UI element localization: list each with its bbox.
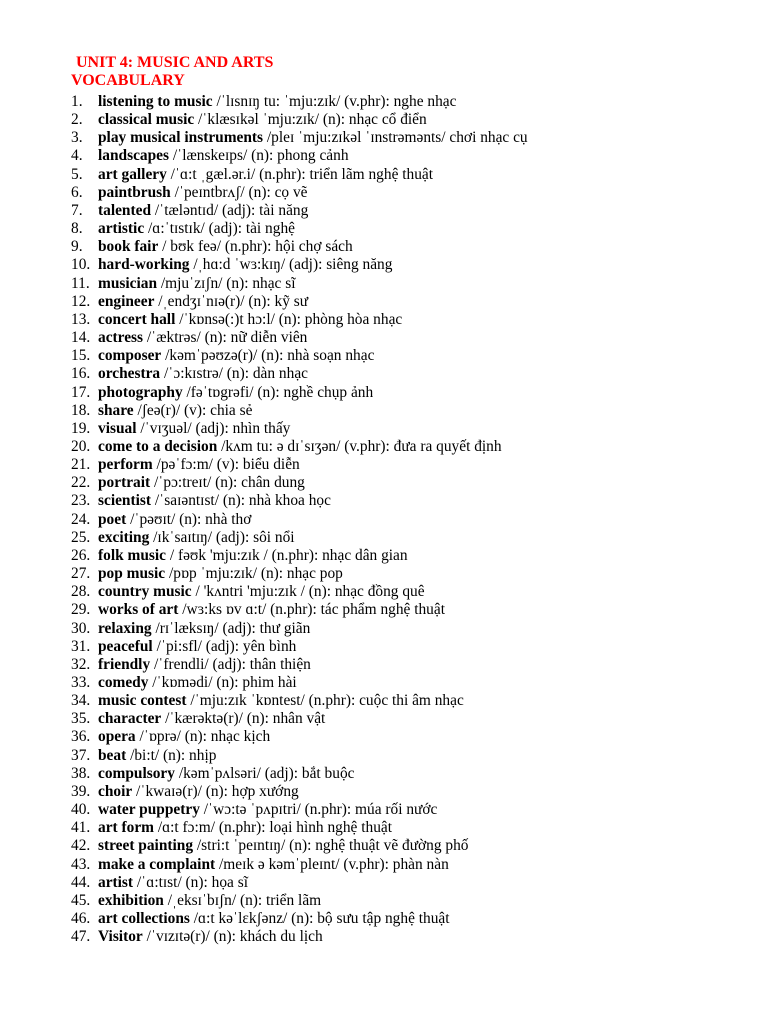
- item-number: 4.: [71, 147, 83, 165]
- item-entry: [98, 184, 307, 202]
- item-entry: [98, 311, 402, 329]
- vocab-item: [0, 928, 768, 946]
- item-entry: [98, 529, 295, 547]
- item-entry: [98, 93, 456, 111]
- vocab-item: [0, 747, 768, 765]
- vocab-definition: /ˈkærəktə(r)/ (n): nhân vật: [161, 710, 326, 728]
- vocab-definition: /ˌendʒɪˈnɪə(r)/ (n): kỹ sư: [154, 292, 309, 310]
- vocab-term: music contest: [98, 692, 187, 710]
- vocabulary-heading: VOCABULARY: [71, 72, 185, 89]
- item-number: 26.: [71, 546, 91, 564]
- vocab-definition: /ˈkɒmədi/ (n): phim hài: [148, 674, 297, 691]
- vocab-item: [0, 783, 768, 801]
- vocab-definition: /pleɪ ˈmju:zɪkəl ˈɪnstrəmənts/ chơi nhạc cụ: [263, 129, 528, 147]
- vocab-item: [0, 93, 768, 111]
- item-number: 46.: [71, 910, 91, 928]
- vocab-definition: / 'kʌntri 'mju:zɪk / (n): nhạc đồng quê: [191, 583, 425, 601]
- item-entry: [98, 438, 502, 456]
- vocab-term: engineer: [98, 292, 155, 310]
- item-entry: [98, 674, 297, 692]
- vocab-definition: /ˈæktrəs/ (n): nữ diễn viên: [143, 329, 308, 347]
- vocab-definition: /rɪˈlæksɪŋ/ (adj): thư giãn: [151, 619, 311, 637]
- item-entry: [98, 474, 305, 492]
- vocab-term: character: [98, 710, 162, 728]
- vocab-term: street painting: [98, 837, 194, 855]
- vocab-term: choir: [98, 782, 133, 800]
- vocab-term: works of art: [98, 601, 179, 619]
- item-number: 14.: [71, 329, 91, 347]
- vocab-term: Visitor: [98, 928, 143, 946]
- vocab-term: water puppetry: [98, 801, 200, 819]
- vocab-definition: /ˈlɪsnɪŋ tu: ˈmju:zɪk/ (v.phr): nghe nhạc: [212, 93, 457, 110]
- vocab-item: [0, 565, 768, 583]
- vocab-item: [0, 184, 768, 202]
- item-number: 23.: [71, 492, 91, 510]
- vocab-term: make a complaint: [98, 855, 216, 873]
- vocab-item: [0, 220, 768, 238]
- vocab-term: art form: [98, 819, 154, 837]
- item-entry: [98, 692, 464, 710]
- item-entry: [98, 837, 469, 855]
- vocab-definition: /fəˈtɒgrəfi/ (n): nghề chụp ảnh: [182, 383, 374, 401]
- item-number: 45.: [71, 891, 91, 909]
- vocab-item: [0, 728, 768, 746]
- item-entry: [98, 256, 392, 274]
- vocab-term: relaxing: [98, 619, 152, 637]
- vocab-item: [0, 819, 768, 837]
- vocab-definition: /ˈpɔ:treɪt/ (n): chân dung: [150, 474, 305, 492]
- vocab-item: [0, 129, 768, 147]
- item-entry: [98, 892, 321, 910]
- item-entry: [98, 456, 300, 474]
- item-number: 40.: [71, 801, 91, 819]
- item-number: 29.: [71, 601, 91, 619]
- vocab-item: [0, 420, 768, 438]
- vocab-definition: /ˈsaɪəntɪst/ (n): nhà khoa học: [151, 492, 331, 510]
- vocab-definition: /pəˈfɔ:m/ (v): biểu diễn: [152, 456, 300, 474]
- item-number: 6.: [71, 183, 83, 201]
- vocab-item: [0, 601, 768, 619]
- vocab-item: [0, 311, 768, 329]
- item-entry: [98, 910, 450, 928]
- item-number: 38.: [71, 764, 91, 782]
- item-number: 39.: [71, 782, 91, 800]
- item-entry: [98, 583, 425, 601]
- item-entry: [98, 420, 290, 438]
- vocab-term: classical music: [98, 111, 195, 129]
- item-number: 31.: [71, 637, 91, 655]
- vocab-definition: /ˌeksɪˈbɪʃn/ (n): triển lãm: [163, 891, 322, 909]
- vocab-item: [0, 638, 768, 656]
- vocab-definition: /ʃeə(r)/ (v): chia sẻ: [133, 401, 253, 419]
- vocab-term: landscapes: [98, 147, 169, 165]
- vocab-term: artistic: [98, 220, 145, 238]
- vocab-definition: /mjuˈzɪʃn/ (n): nhạc sĩ: [157, 274, 296, 292]
- vocab-item: [0, 456, 768, 474]
- vocab-term: musician: [98, 274, 158, 292]
- vocab-item: [0, 837, 768, 855]
- item-entry: [98, 783, 299, 801]
- vocab-definition: /ˈtæləntɪd/ (adj): tài năng: [151, 201, 309, 219]
- vocab-item: [0, 474, 768, 492]
- item-entry: [98, 166, 433, 184]
- vocab-term: play musical instruments: [98, 129, 264, 147]
- item-entry: [98, 147, 349, 165]
- item-entry: [98, 765, 354, 783]
- vocab-term: comedy: [98, 674, 149, 691]
- item-entry: [98, 601, 445, 619]
- vocab-definition: / fəʊk 'mju:zɪk / (n.phr): nhạc dân gian: [165, 546, 408, 564]
- vocab-term: visual: [98, 419, 137, 437]
- vocab-term: talented: [98, 201, 152, 219]
- item-number: 3.: [71, 129, 83, 147]
- vocab-term: artist: [98, 873, 134, 891]
- vocab-term: hard-working: [98, 256, 190, 274]
- vocab-term: perform: [98, 456, 153, 474]
- vocab-definition: / bʊk feə/ (n.phr): hội chợ sách: [158, 238, 353, 256]
- vocab-definition: /ˈmju:zɪk ˈkɒntest/ (n.phr): cuộc thi âm nhạc: [186, 692, 464, 710]
- item-entry: [98, 511, 251, 529]
- item-number: 37.: [71, 746, 91, 764]
- item-number: 18.: [71, 401, 91, 419]
- item-entry: [98, 220, 295, 238]
- item-number: 42.: [71, 837, 91, 855]
- item-entry: [98, 202, 308, 220]
- vocab-item: [0, 801, 768, 819]
- vocab-definition: /kəmˈpəʊzə(r)/ (n): nhà soạn nhạc: [161, 347, 375, 365]
- item-number: 25.: [71, 528, 91, 546]
- item-number: 17.: [71, 383, 91, 401]
- vocab-definition: /meɪk ə kəmˈpleɪnt/ (v.phr): phàn nàn: [215, 855, 449, 873]
- vocab-item: [0, 147, 768, 165]
- vocab-definition: /ˈɑ:tɪst/ (n): họa sĩ: [133, 873, 248, 891]
- vocab-term: opera: [98, 728, 136, 746]
- vocab-term: beat: [98, 746, 127, 764]
- vocab-definition: /stri:t ˈpeɪntɪŋ/ (n): nghệ thuật vẽ đường phố: [193, 837, 469, 855]
- item-number: 28.: [71, 583, 91, 601]
- vocab-term: composer: [98, 347, 162, 365]
- vocab-term: art gallery: [98, 165, 167, 183]
- vocab-item: [0, 710, 768, 728]
- vocab-definition: /ɑ:t kəˈlɛkʃənz/ (n): bộ sưu tập nghệ thuật: [189, 910, 450, 928]
- item-entry: [98, 565, 343, 583]
- item-number: 27.: [71, 565, 91, 583]
- item-entry: [98, 819, 392, 837]
- vocab-term: listening to music: [98, 93, 213, 110]
- vocab-term: compulsory: [98, 764, 175, 782]
- item-entry: [98, 129, 528, 147]
- item-entry: [98, 329, 307, 347]
- item-number: 32.: [71, 655, 91, 673]
- item-entry: [98, 747, 216, 765]
- vocab-item: [0, 892, 768, 910]
- item-entry: [98, 928, 323, 946]
- vocab-item: [0, 674, 768, 692]
- vocab-term: pop music: [98, 565, 166, 583]
- vocabulary-list: [0, 93, 768, 946]
- item-entry: [98, 547, 408, 565]
- item-number: 2.: [71, 111, 83, 129]
- item-number: 1.: [71, 93, 83, 110]
- item-number: 36.: [71, 728, 91, 746]
- item-number: 30.: [71, 619, 91, 637]
- vocab-definition: /ˌhɑ:d ˈwɜ:kɪŋ/ (adj): siêng năng: [189, 256, 393, 274]
- item-entry: [98, 347, 374, 365]
- item-number: 44.: [71, 873, 91, 891]
- vocab-item: [0, 620, 768, 638]
- vocab-term: orchestra: [98, 365, 161, 383]
- vocab-item: [0, 238, 768, 256]
- item-number: 7.: [71, 201, 83, 219]
- vocab-item: [0, 365, 768, 383]
- vocab-term: art collections: [98, 910, 190, 928]
- vocab-definition: /ˈkwaɪə(r)/ (n): hợp xướng: [132, 782, 299, 800]
- item-entry: [98, 365, 308, 383]
- item-entry: [98, 384, 373, 402]
- vocab-item: [0, 910, 768, 928]
- item-number: 47.: [71, 928, 91, 946]
- item-number: 24.: [71, 510, 91, 528]
- item-entry: [98, 874, 248, 892]
- item-number: 13.: [71, 310, 91, 328]
- vocab-item: [0, 166, 768, 184]
- item-entry: [98, 801, 437, 819]
- vocab-definition: /ɑ:t fɔ:m/ (n.phr): loại hình nghệ thuật: [153, 819, 392, 837]
- item-entry: [98, 710, 325, 728]
- item-entry: [98, 856, 449, 874]
- vocab-item: [0, 347, 768, 365]
- item-number: 11.: [71, 274, 90, 292]
- vocab-item: [0, 529, 768, 547]
- vocab-definition: /bi:t/ (n): nhịp: [126, 746, 217, 764]
- item-number: 34.: [71, 692, 91, 710]
- unit-title: UNIT 4: MUSIC AND ARTS: [76, 54, 274, 71]
- item-number: 21.: [71, 456, 91, 474]
- vocab-definition: /ˈwɔ:tə ˈpʌpɪtri/ (n.phr): múa rối nước: [199, 801, 438, 819]
- item-number: 22.: [71, 474, 91, 492]
- vocab-item: [0, 856, 768, 874]
- vocab-definition: /ˈklæsɪkəl ˈmju:zɪk/ (n): nhạc cổ điển: [194, 111, 427, 129]
- vocab-definition: /ˈlænskeɪps/ (n): phong cảnh: [169, 147, 349, 165]
- vocab-term: exhibition: [98, 891, 164, 909]
- vocab-item: [0, 111, 768, 129]
- item-number: 8.: [71, 220, 83, 238]
- vocab-item: [0, 511, 768, 529]
- item-number: 19.: [71, 419, 91, 437]
- vocab-definition: /ˈɑ:t ˌgæl.ər.i/ (n.phr): triển lãm nghệ thuật: [166, 165, 434, 183]
- vocab-term: share: [98, 401, 134, 419]
- item-entry: [98, 620, 310, 638]
- vocab-term: portrait: [98, 474, 151, 492]
- item-number: 43.: [71, 855, 91, 873]
- vocab-term: concert hall: [98, 310, 176, 328]
- item-number: 9.: [71, 238, 83, 256]
- item-entry: [98, 238, 353, 256]
- vocab-item: [0, 438, 768, 456]
- vocab-definition: /ˈfrendli/ (adj): thân thiện: [150, 655, 311, 673]
- vocab-definition: /wɜ:ks ɒv ɑ:t/ (n.phr): tác phẩm nghệ thuật: [178, 601, 445, 619]
- item-number: 15.: [71, 347, 91, 365]
- item-entry: [98, 111, 427, 129]
- vocab-item: [0, 275, 768, 293]
- item-number: 33.: [71, 674, 91, 691]
- vocab-term: exciting: [98, 528, 150, 546]
- vocab-term: friendly: [98, 655, 151, 673]
- item-number: 10.: [71, 256, 91, 274]
- vocab-item: [0, 583, 768, 601]
- item-number: 20.: [71, 437, 91, 455]
- vocab-definition: /ˈpi:sfl/ (adj): yên bình: [152, 637, 297, 655]
- item-entry: [98, 656, 311, 674]
- vocab-definition: /kəmˈpʌlsəri/ (adj): bắt buộc: [174, 764, 355, 782]
- item-number: 41.: [71, 819, 91, 837]
- item-entry: [98, 402, 252, 420]
- vocab-item: [0, 874, 768, 892]
- vocab-definition: /ˈvɪʒuəl/ (adj): nhìn thấy: [136, 419, 291, 437]
- vocab-item: [0, 293, 768, 311]
- item-number: 16.: [71, 365, 91, 383]
- vocab-definition: /pɒp ˈmju:zɪk/ (n): nhạc pop: [165, 565, 343, 583]
- item-entry: [98, 638, 296, 656]
- item-entry: [98, 728, 270, 746]
- vocab-definition: /ˈɔ:kɪstrə/ (n): dàn nhạc: [160, 365, 308, 383]
- vocab-definition: /ˈvɪzɪtə(r)/ (n): khách du lịch: [142, 928, 323, 946]
- vocab-definition: /ɑ:ˈtɪstɪk/ (adj): tài nghệ: [144, 220, 295, 238]
- vocab-item: [0, 692, 768, 710]
- item-number: 12.: [71, 292, 91, 310]
- vocab-item: [0, 256, 768, 274]
- vocab-item: [0, 492, 768, 510]
- vocab-term: photography: [98, 383, 183, 401]
- item-entry: [98, 293, 308, 311]
- item-number: 35.: [71, 710, 91, 728]
- vocab-term: scientist: [98, 492, 152, 510]
- vocab-term: paintbrush: [98, 183, 171, 201]
- vocab-term: come to a decision: [98, 437, 218, 455]
- vocab-definition: /ɪkˈsaɪtɪŋ/ (adj): sôi nổi: [149, 528, 295, 546]
- vocab-definition: /kʌm tu: ə dɪˈsɪʒən/ (v.phr): đưa ra quyết định: [217, 437, 502, 455]
- vocab-item: [0, 202, 768, 220]
- vocab-item: [0, 329, 768, 347]
- vocab-item: [0, 384, 768, 402]
- vocab-term: country music: [98, 583, 192, 601]
- item-entry: [98, 275, 296, 293]
- vocab-definition: /ˈpəʊɪt/ (n): nhà thơ: [126, 510, 252, 528]
- vocab-term: folk music: [98, 546, 166, 564]
- vocab-definition: /ˈɒprə/ (n): nhạc kịch: [135, 728, 271, 746]
- vocab-item: [0, 402, 768, 420]
- item-number: 5.: [71, 165, 83, 183]
- vocab-item: [0, 547, 768, 565]
- vocab-item: [0, 765, 768, 783]
- vocab-definition: /ˈkɒnsə(:)t hɔ:l/ (n): phòng hòa nhạc: [175, 310, 403, 328]
- vocab-term: book fair: [98, 238, 159, 256]
- vocab-term: peaceful: [98, 637, 153, 655]
- item-entry: [98, 492, 331, 510]
- vocab-definition: /ˈpeɪntbrʌʃ/ (n): cọ vẽ: [170, 183, 308, 201]
- vocab-item: [0, 656, 768, 674]
- vocab-term: poet: [98, 510, 127, 528]
- vocab-term: actress: [98, 329, 144, 347]
